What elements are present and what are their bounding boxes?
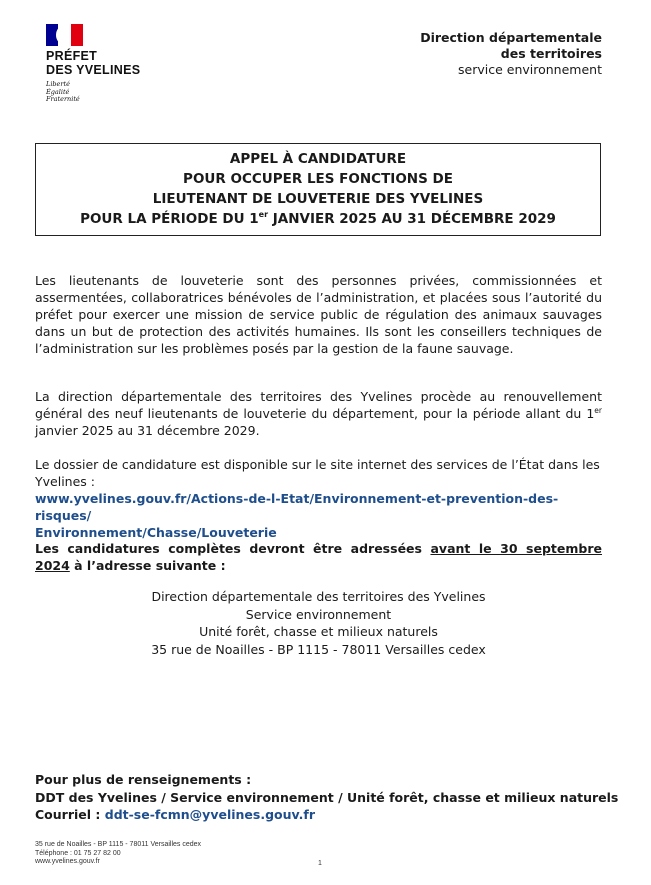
title-line-3: LIEUTENANT DE LOUVETERIE DES YVELINES bbox=[152, 191, 484, 207]
prefecture-logo bbox=[46, 24, 166, 104]
deadline-date: avant le 30 septembre 2024 bbox=[35, 541, 602, 573]
page-footer bbox=[35, 841, 201, 867]
motto-liberte: Liberté bbox=[46, 80, 70, 88]
email-label: Courriel : bbox=[35, 807, 105, 822]
louveterie-link[interactable]: www.yvelines.gouv.fr/Actions-de-l-Etat/Environnement-et-prevention-des-risques/ Environnement/Chasse/Louveterie bbox=[35, 491, 559, 540]
address-line-4: 35 rue de Noailles - BP 1115 - 78011 Versailles cedex bbox=[151, 641, 486, 657]
title-line-4: POUR LA PÉRIODE DU 1er JANVIER 2025 AU 31 DÉCEMBRE 2029 bbox=[80, 210, 556, 227]
deadline-paragraph: Les candidatures complètes devront être adressées avant le 30 septembre 2024 à l’adresse suivante : bbox=[35, 541, 602, 573]
title-line-1: APPEL À CANDIDATURE bbox=[229, 151, 407, 167]
address-line-3: Unité forêt, chasse et milieux naturels bbox=[199, 624, 438, 639]
contact-service: DDT des Yvelines / Service environnement / Unité forêt, chasse et milieux naturels bbox=[35, 789, 619, 805]
contact-heading: Pour plus de renseignements : bbox=[35, 772, 252, 787]
motto-fraternite: Fraternité bbox=[46, 95, 80, 103]
contact-email-row bbox=[35, 806, 618, 824]
address-line-1: Direction départementale des territoires des Yvelines bbox=[151, 589, 486, 604]
logo-line-1: PRÉFET bbox=[46, 49, 98, 63]
address-line-2: Service environnement bbox=[245, 606, 392, 622]
intro-paragraph: Les lieutenants de louveterie sont des personnes privées, commissionnées et assermentées, collaboratrices bénévoles de l’administration, et placées sous l’autorité du préfet pour exercer une mission de service public de régulation des animaux sauvages dans un but de protection des activités humaines. Ils sont les conseillers techniques de l’administration sur les problèmes posés par la gestion de la faune sauvage. bbox=[35, 273, 602, 356]
contact-block bbox=[35, 771, 618, 824]
marianne-flag-icon bbox=[46, 24, 83, 46]
logo-motto bbox=[46, 81, 166, 104]
postal-address bbox=[35, 588, 602, 658]
email-link[interactable]: ddt-se-fcmn@yvelines.gouv.fr bbox=[104, 807, 316, 822]
footer-phone: Téléphone : 01 75 27 82 00 bbox=[35, 849, 121, 857]
application-file-text: Le dossier de candidature est disponible sur le site internet des services de l’État dans les Yvelines : bbox=[35, 457, 600, 489]
direction-line-1: Direction départementale bbox=[420, 30, 602, 45]
page-number: 1 bbox=[318, 860, 322, 867]
footer-website[interactable]: www.yvelines.gouv.fr bbox=[35, 858, 100, 865]
direction-line-2: des territoires bbox=[500, 46, 602, 61]
application-file-paragraph bbox=[35, 456, 602, 541]
renewal-paragraph: La direction départementale des territoires des Yvelines procède au renouvellement général des neuf lieutenants de louveterie du département, pour la période allant du 1er janvier 2025 au 31 décembre 2029. bbox=[35, 389, 602, 438]
title-box bbox=[35, 143, 601, 236]
logo-line-2: DES YVELINES bbox=[46, 63, 141, 77]
service-name: service environnement bbox=[458, 62, 602, 77]
title-line-2: POUR OCCUPER LES FONCTIONS DE bbox=[183, 171, 453, 187]
issuing-office bbox=[420, 30, 602, 78]
motto-egalite: Égalité bbox=[46, 87, 70, 96]
footer-address: 35 rue de Noailles - BP 1115 - 78011 Versailles cedex bbox=[35, 841, 202, 848]
